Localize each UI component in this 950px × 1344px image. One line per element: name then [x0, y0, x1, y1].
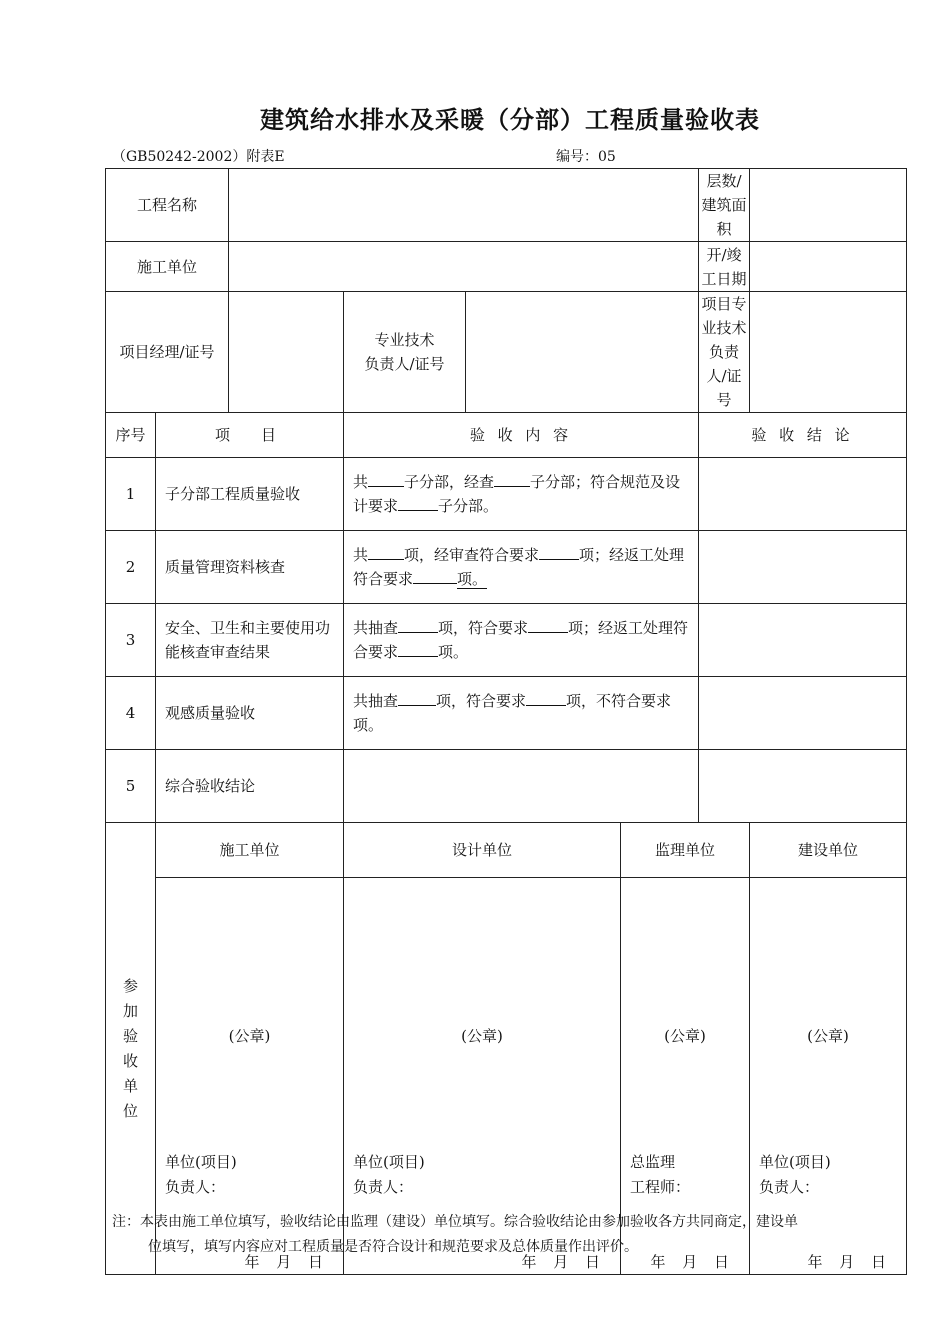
- participants-side-label: 参 加 验 收 单 位: [106, 823, 156, 1275]
- signatory-line2: 负责人：: [165, 1178, 226, 1196]
- project-tech-lead-label-line2: 负责人/证号: [706, 343, 742, 409]
- signatory-line1: 总监理: [630, 1153, 676, 1171]
- dates-field[interactable]: [750, 242, 907, 292]
- row-item: 观感质量验收: [156, 677, 344, 750]
- footnote: [112, 1210, 912, 1260]
- project-manager-label: 项目经理/证号: [106, 292, 229, 413]
- col-no-header: 序号: [106, 413, 156, 458]
- date-placeholder: 年 月 日: [521, 1253, 607, 1271]
- row-content: 共 子分部，经查 子分部；符合规范及设计要求 子分部。: [344, 458, 699, 531]
- tech-lead-label-line2: 负责人/证号: [364, 355, 445, 373]
- row-content[interactable]: [344, 750, 699, 823]
- footnote-line2: 位填写，填写内容应对工程质量是否符合设计和规范要求及总体质量作出评价。: [148, 1239, 638, 1255]
- blank-field[interactable]: [526, 689, 566, 706]
- unit-name-design: 设计单位: [344, 823, 621, 878]
- tech-lead-label-line1: 专业技术: [374, 331, 435, 349]
- unit-name-supervision: 监理单位: [621, 823, 750, 878]
- signatory-line2: 负责人：: [353, 1178, 414, 1196]
- project-manager-field[interactable]: [229, 292, 344, 413]
- construction-unit-label: 施工单位: [106, 242, 229, 292]
- row-content: 共抽查 项，符合要求 项；经返工处理符合要求 项。: [344, 604, 699, 677]
- signatory-line1: 单位(项目): [759, 1153, 831, 1171]
- row-conclusion[interactable]: [699, 531, 907, 604]
- seal-placeholder: (公章): [664, 1027, 706, 1045]
- signatory-line1: 单位(项目): [165, 1153, 237, 1171]
- project-tech-lead-label-line1: 项目专业技术: [701, 295, 747, 337]
- row-conclusion[interactable]: [699, 677, 907, 750]
- seal-placeholder: (公章): [228, 1027, 271, 1045]
- blank-field[interactable]: [398, 494, 438, 511]
- blank-field[interactable]: [494, 470, 530, 487]
- tech-lead-label: [344, 292, 466, 413]
- blank-field[interactable]: [539, 543, 579, 560]
- seal-placeholder: (公章): [807, 1027, 849, 1045]
- table-row: [106, 604, 907, 677]
- table-row: [106, 677, 907, 750]
- signatory-line2: 负责人：: [759, 1178, 820, 1196]
- blank-field[interactable]: [398, 640, 438, 657]
- tech-lead-field[interactable]: [466, 292, 699, 413]
- blank-field[interactable]: [528, 616, 568, 633]
- row-item: 综合验收结论: [156, 750, 344, 823]
- floors-area-field[interactable]: [750, 169, 907, 242]
- blank-field[interactable]: [413, 567, 457, 584]
- row-no: 1: [106, 458, 156, 531]
- project-tech-lead-label: [699, 292, 750, 413]
- blank-field[interactable]: [368, 543, 404, 560]
- acceptance-table: [105, 168, 907, 1275]
- construction-unit-field[interactable]: [229, 242, 699, 292]
- footnote-line1: 注：本表由施工单位填写，验收结论由监理（建设）单位填写。综合验收结论由参加验收各方共同商定，建设单: [112, 1214, 798, 1230]
- signatory-line1: 单位(项目): [353, 1153, 425, 1171]
- table-row: [106, 458, 907, 531]
- standard-reference: （GB50242-2002）附表E: [112, 149, 285, 165]
- date-placeholder: 年 月 日: [807, 1253, 893, 1271]
- blank-field[interactable]: [398, 616, 438, 633]
- project-name-field[interactable]: [229, 169, 699, 242]
- page-title: 建筑给水排水及采暖（分部）工程质量验收表: [260, 106, 760, 134]
- row-content: 共 项，经审查符合要求 项；经返工处理符合要求 项。: [344, 531, 699, 604]
- row-no: 4: [106, 677, 156, 750]
- unit-name-construction: 施工单位: [156, 823, 344, 878]
- row-conclusion[interactable]: [699, 458, 907, 531]
- col-content-header: 验 收 内 容: [344, 413, 699, 458]
- row-conclusion[interactable]: [699, 604, 907, 677]
- form-number: 编号：05: [556, 149, 616, 165]
- blank-field[interactable]: [398, 689, 436, 706]
- row-item: 子分部工程质量验收: [156, 458, 344, 531]
- seal-placeholder: (公章): [461, 1027, 503, 1045]
- row-no: 5: [106, 750, 156, 823]
- dates-label: 开/竣工日期: [699, 242, 750, 292]
- table-row: [106, 531, 907, 604]
- col-item-header: 项 目: [156, 413, 344, 458]
- floors-area-label: 层数/建筑面积: [699, 169, 750, 242]
- row-conclusion[interactable]: [699, 750, 907, 823]
- date-placeholder: 年 月 日: [244, 1253, 330, 1271]
- row-content: 共抽查 项，符合要求 项，不符合要求项。: [344, 677, 699, 750]
- signatory-line2: 工程师：: [630, 1178, 691, 1196]
- table-row: [106, 750, 907, 823]
- date-placeholder: 年 月 日: [650, 1253, 736, 1271]
- row-no: 2: [106, 531, 156, 604]
- blank-field[interactable]: [368, 470, 404, 487]
- project-name-label: 工程名称: [106, 169, 229, 242]
- unit-name-owner: 建设单位: [750, 823, 907, 878]
- row-item: 安全、卫生和主要使用功能核查审查结果: [156, 604, 344, 677]
- col-conclusion-header: 验 收 结 论: [699, 413, 907, 458]
- row-item: 质量管理资料核查: [156, 531, 344, 604]
- row-no: 3: [106, 604, 156, 677]
- project-tech-lead-field[interactable]: [750, 292, 907, 413]
